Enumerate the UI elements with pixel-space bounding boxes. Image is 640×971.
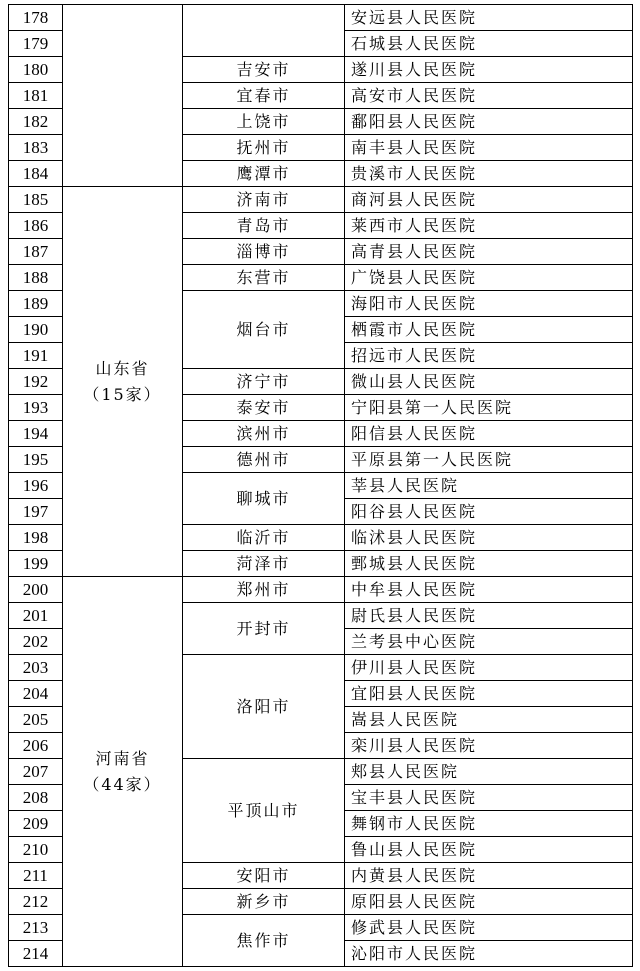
hospital-name: 海阳市人民医院 [345, 291, 633, 317]
hospital-name: 微山县人民医院 [345, 369, 633, 395]
hospital-name: 郏县人民医院 [345, 759, 633, 785]
hospital-name: 内黄县人民医院 [345, 863, 633, 889]
row-number: 201 [9, 603, 63, 629]
city-cell: 菏泽市 [183, 551, 345, 577]
row-number: 191 [9, 343, 63, 369]
hospital-name: 石城县人民医院 [345, 31, 633, 57]
city-cell: 上饶市 [183, 109, 345, 135]
row-number: 180 [9, 57, 63, 83]
row-number: 184 [9, 161, 63, 187]
hospital-name: 兰考县中心医院 [345, 629, 633, 655]
row-number: 203 [9, 655, 63, 681]
hospital-name: 鄱阳县人民医院 [345, 109, 633, 135]
row-number: 209 [9, 811, 63, 837]
hospital-name: 宜阳县人民医院 [345, 681, 633, 707]
row-number: 183 [9, 135, 63, 161]
city-cell [183, 5, 345, 57]
city-cell: 焦作市 [183, 915, 345, 967]
hospital-name: 安远县人民医院 [345, 5, 633, 31]
city-cell: 安阳市 [183, 863, 345, 889]
city-cell: 济南市 [183, 187, 345, 213]
row-number: 213 [9, 915, 63, 941]
city-cell: 鹰潭市 [183, 161, 345, 187]
city-cell: 平顶山市 [183, 759, 345, 863]
row-number: 192 [9, 369, 63, 395]
hospital-list-sheet [8, 4, 633, 967]
city-cell: 东营市 [183, 265, 345, 291]
hospital-name: 栾川县人民医院 [345, 733, 633, 759]
hospital-name: 嵩县人民医院 [345, 707, 633, 733]
hospital-name: 平原县第一人民医院 [345, 447, 633, 473]
row-number: 212 [9, 889, 63, 915]
row-number: 189 [9, 291, 63, 317]
row-number: 207 [9, 759, 63, 785]
hospital-name: 高安市人民医院 [345, 83, 633, 109]
city-cell: 宜春市 [183, 83, 345, 109]
row-number: 194 [9, 421, 63, 447]
row-number: 198 [9, 525, 63, 551]
row-number: 197 [9, 499, 63, 525]
row-number: 210 [9, 837, 63, 863]
row-number: 187 [9, 239, 63, 265]
hospital-name: 莱西市人民医院 [345, 213, 633, 239]
table-row [9, 577, 633, 603]
province-count: （44家） [83, 774, 162, 794]
city-cell: 淄博市 [183, 239, 345, 265]
city-cell: 开封市 [183, 603, 345, 655]
row-number: 185 [9, 187, 63, 213]
row-number: 206 [9, 733, 63, 759]
row-number: 179 [9, 31, 63, 57]
hospital-name: 鲁山县人民医院 [345, 837, 633, 863]
hospital-name: 阳谷县人民医院 [345, 499, 633, 525]
city-cell: 临沂市 [183, 525, 345, 551]
hospital-name: 临沭县人民医院 [345, 525, 633, 551]
row-number: 205 [9, 707, 63, 733]
hospital-name: 南丰县人民医院 [345, 135, 633, 161]
hospital-name: 伊川县人民医院 [345, 655, 633, 681]
hospital-name: 莘县人民医院 [345, 473, 633, 499]
row-number: 196 [9, 473, 63, 499]
city-cell: 新乡市 [183, 889, 345, 915]
province-cell [63, 187, 183, 577]
city-cell: 烟台市 [183, 291, 345, 369]
city-cell: 德州市 [183, 447, 345, 473]
row-number: 178 [9, 5, 63, 31]
city-cell: 抚州市 [183, 135, 345, 161]
city-cell: 济宁市 [183, 369, 345, 395]
row-number: 202 [9, 629, 63, 655]
row-number: 193 [9, 395, 63, 421]
hospital-name: 原阳县人民医院 [345, 889, 633, 915]
province-cell [63, 577, 183, 967]
hospital-name: 招远市人民医院 [345, 343, 633, 369]
hospital-table [8, 4, 633, 967]
hospital-name: 商河县人民医院 [345, 187, 633, 213]
city-cell: 滨州市 [183, 421, 345, 447]
hospital-name: 中牟县人民医院 [345, 577, 633, 603]
row-number: 188 [9, 265, 63, 291]
row-number: 214 [9, 941, 63, 967]
hospital-name: 阳信县人民医院 [345, 421, 633, 447]
row-number: 199 [9, 551, 63, 577]
row-number: 204 [9, 681, 63, 707]
hospital-name: 沁阳市人民医院 [345, 941, 633, 967]
city-cell: 青岛市 [183, 213, 345, 239]
hospital-name: 广饶县人民医院 [345, 265, 633, 291]
row-number: 181 [9, 83, 63, 109]
city-cell: 泰安市 [183, 395, 345, 421]
row-number: 195 [9, 447, 63, 473]
row-number: 208 [9, 785, 63, 811]
table-row [9, 5, 633, 31]
table-row [9, 187, 633, 213]
hospital-name: 遂川县人民医院 [345, 57, 633, 83]
hospital-name: 宁阳县第一人民医院 [345, 395, 633, 421]
hospital-name: 舞钢市人民医院 [345, 811, 633, 837]
row-number: 200 [9, 577, 63, 603]
city-cell: 吉安市 [183, 57, 345, 83]
hospital-name: 修武县人民医院 [345, 915, 633, 941]
city-cell: 聊城市 [183, 473, 345, 525]
province-name: 山东省 [95, 358, 150, 378]
hospital-name: 宝丰县人民医院 [345, 785, 633, 811]
city-cell: 洛阳市 [183, 655, 345, 759]
row-number: 211 [9, 863, 63, 889]
province-name: 河南省 [95, 748, 150, 768]
hospital-name: 鄄城县人民医院 [345, 551, 633, 577]
province-count: （15家） [83, 384, 162, 404]
hospital-name: 贵溪市人民医院 [345, 161, 633, 187]
province-cell [63, 5, 183, 187]
hospital-name: 尉氏县人民医院 [345, 603, 633, 629]
row-number: 186 [9, 213, 63, 239]
row-number: 182 [9, 109, 63, 135]
city-cell: 郑州市 [183, 577, 345, 603]
hospital-name: 高青县人民医院 [345, 239, 633, 265]
hospital-name: 栖霞市人民医院 [345, 317, 633, 343]
row-number: 190 [9, 317, 63, 343]
